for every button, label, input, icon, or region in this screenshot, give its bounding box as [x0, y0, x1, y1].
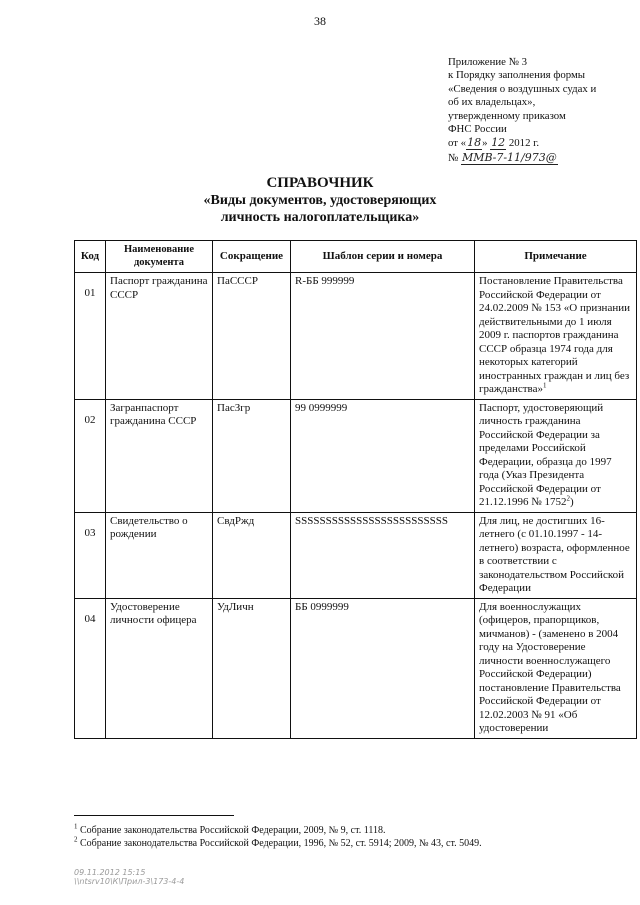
cell-abbr: СвдРжд: [213, 512, 291, 598]
title-line-1: СПРАВОЧНИК: [266, 175, 374, 191]
title-line-2: «Виды документов, удостоверяющих: [203, 193, 437, 208]
print-stamp: [74, 868, 184, 886]
appendix-line: к Порядку заполнения формы: [448, 69, 586, 82]
cell-abbr: ПасЗгр: [213, 399, 291, 512]
cell-note: [475, 399, 637, 512]
header-code: Код: [75, 241, 106, 273]
cell-code: 03: [75, 512, 106, 598]
cell-note: Для военнослужащих (офицеров, прапорщиков, мичманов) - (заменено в 2004 году на Удостоверение личности военнослужащего Российской Федерации) постановление Правительства Российской Федерации от 12.02.2003 № 91 «Об удостоверении: [475, 598, 637, 738]
cell-template: ББ 0999999: [291, 598, 475, 738]
header-name: Наименование документа: [106, 241, 213, 273]
header-template: Шаблон серии и номера: [291, 241, 475, 273]
cell-name: Паспорт гражданина СССР: [106, 273, 213, 400]
stamp-line-2: \\ntsrv10\К\Прил-3\173-4-4: [74, 877, 185, 886]
title-line-3: личность налогоплательщика»: [220, 210, 420, 225]
appendix-block: [448, 56, 633, 165]
date-day: 18: [467, 136, 482, 150]
page-number: 38: [314, 14, 326, 28]
footnote-text: Собрание законодательства Российской Федерации, 1996, № 52, ст. 5914; 2009, № 43, ст. 5049.: [80, 838, 482, 849]
order-number-value: ММВ-7-11/973@: [462, 150, 557, 164]
table-row: [75, 598, 637, 738]
header-note: Примечание: [475, 241, 637, 273]
appendix-line: «Сведения о воздушных судах и: [448, 82, 597, 95]
reference-table: [74, 240, 637, 739]
footnote-text: Собрание законодательства Российской Федерации, 2009, № 9, ст. 1118.: [80, 825, 386, 836]
cell-abbr: УдЛичн: [213, 598, 291, 738]
cell-name: Загранпаспорт гражданина СССР: [106, 399, 213, 512]
note-text: Постановление Правительства Российской Федерации от 24.02.2009 № 153 «О признании действительными до 1 июля 2009 г. паспортов гражданина СССР образца 1974 года для некоторых категорий иностранных граждан и лиц без гражданства»: [479, 275, 630, 395]
date-prefix: от «: [448, 137, 467, 150]
header-abbr: Сокращение: [213, 241, 291, 273]
table-row: [75, 273, 637, 400]
document-title: [0, 174, 640, 226]
footnote-ref: 2: [566, 494, 570, 503]
appendix-line: утвержденному приказом: [448, 109, 566, 122]
footnote-number: 1: [74, 822, 78, 831]
table-row: [75, 399, 637, 512]
cell-note: Для лиц, не достигших 16-летнего (с 01.10.1997 - 14-летнего) возраста, оформленное в соответствии с законодательством Российской Федерации: [475, 512, 637, 598]
footnote: [74, 837, 634, 850]
cell-template: SSSSSSSSSSSSSSSSSSSSSSSSS: [291, 512, 475, 598]
cell-abbr: ПаСССР: [213, 273, 291, 400]
footnote-number: 2: [74, 835, 78, 844]
note-text: Паспорт, удостоверяющий личность гражданина Российской Федерации за пределами Российской Федерации, образца до 1997 года (Указ Президента Российской Федерации от 21.12.1996 № 1752: [479, 401, 612, 508]
date-year: 2012 г.: [506, 137, 540, 150]
note-tail: ): [570, 496, 574, 508]
date-mid: »: [482, 137, 491, 150]
footnotes: [74, 824, 634, 850]
footnote-ref: 1: [542, 381, 547, 390]
cell-code: 04: [75, 598, 106, 738]
appendix-line: Приложение № 3: [448, 56, 528, 68]
footnote: [74, 824, 634, 837]
cell-template: R-ББ 999999: [291, 273, 475, 400]
appendix-line: об их владельцах»,: [448, 96, 536, 109]
cell-note: [475, 273, 637, 400]
appendix-line: ФНС России: [448, 123, 507, 136]
table-row: [75, 512, 637, 598]
cell-code: 01: [75, 273, 106, 400]
number-prefix: №: [448, 151, 462, 164]
cell-code: 02: [75, 399, 106, 512]
order-date: [448, 136, 633, 150]
footnote-divider: [74, 815, 234, 816]
cell-name: Свидетельство о рождении: [106, 512, 213, 598]
date-month: 12: [491, 136, 506, 150]
stamp-line-1: 09.11.2012 15:15: [74, 868, 146, 877]
order-number: [448, 151, 633, 165]
table-header-row: [75, 241, 637, 273]
cell-template: 99 0999999: [291, 399, 475, 512]
cell-name: Удостоверение личности офицера: [106, 598, 213, 738]
